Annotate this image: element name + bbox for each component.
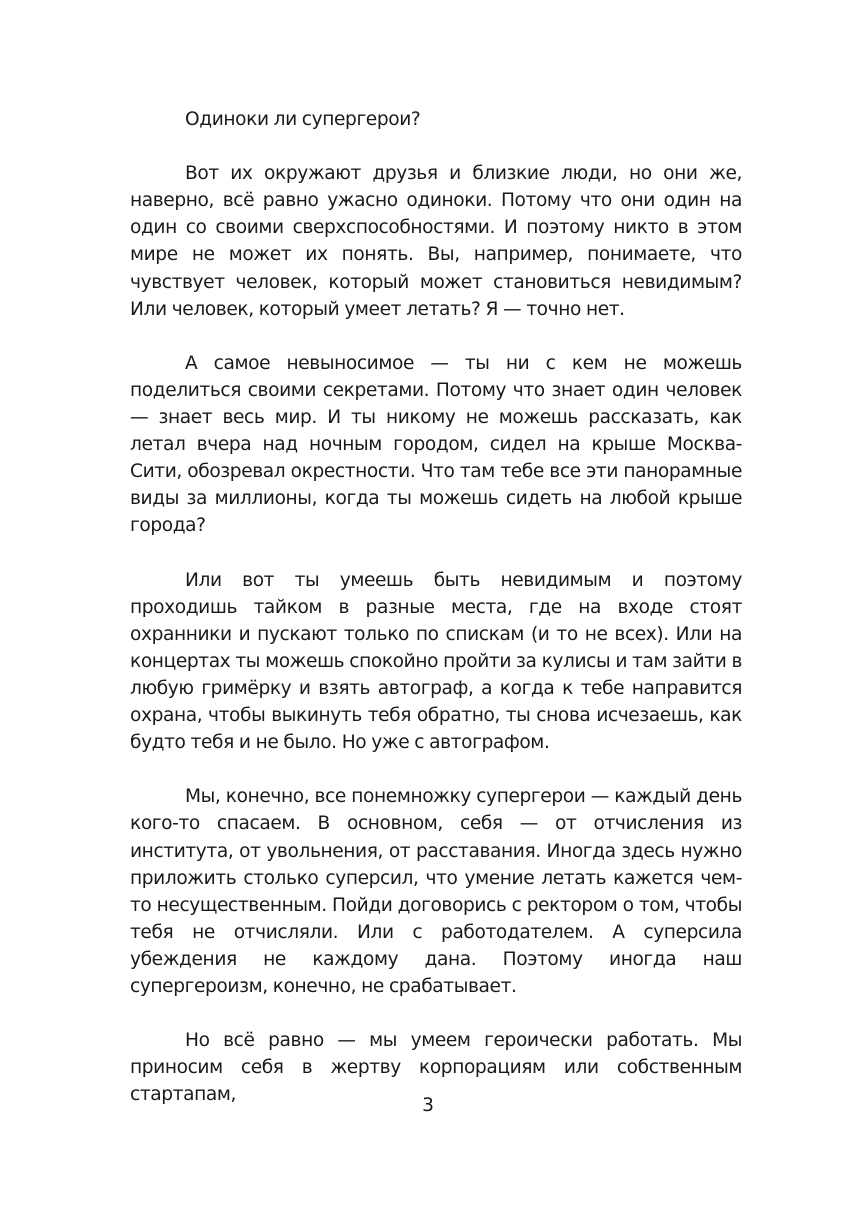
paragraph-3: Или вот ты умеешь быть невидимым и поэтому проходишь тайком в разные места, где на входе стоят охранники и пускают только по спискам (и то не всех). Или на концертах ты можешь спокойно пройти за кулисы и там зайти в любую гримёрку и взять автограф, а когда к тебе направится охрана, чтобы выкинуть тебя обратно, ты снова исчезаешь, как будто тебя и не было. Но уже с автографом. bbox=[130, 569, 742, 754]
paragraph-5: Но всё равно — мы умеем героически работать. Мы приносим себя в жертву корпорациям или собственным стартапам, bbox=[130, 1030, 742, 1106]
body-text bbox=[130, 106, 742, 1136]
paragraph-2: А самое невыносимое — ты ни с кем не можешь поделиться своими секретами. Потому что знает один человек — знает весь мир. И ты никому не можешь рассказать, как летал вчера над ночным городом, сидел на крыше Москва-Сити, обозревал окрестности. Что там тебе все эти панорамные виды за миллионы, когда ты можешь сидеть на любой крыше города? bbox=[130, 352, 742, 537]
paragraph-1: Вот их окружают друзья и близкие люди, но они же, наверно, всё равно ужасно одиноки. Потому что они один на один со своими сверхспособностями. И поэтому никто в этом мире не может их понять. Вы, например, понимаете, что чувствует человек, который может становиться невидимым? Или человек, который умеет летать? Я — точно нет. bbox=[130, 163, 742, 320]
section-heading: Одиноки ли супергерои? bbox=[185, 109, 421, 130]
page-number: 3 bbox=[422, 1095, 434, 1116]
paragraph-4: Мы, конечно, все понемножку супергерои — каждый день кого-то спасаем. В основном, себя — от отчисления из института, от увольнения, от расставания. Иногда здесь нужно приложить столько суперсил, что умение летать кажется чем-то несущественным. Пойди договорись с ректором о том, чтобы тебя не отчисляли. Или с работодателем. А суперсила убеждения не каждому дана. Поэтому иногда наш супергероизм, конечно, не срабатывает. bbox=[130, 786, 742, 997]
